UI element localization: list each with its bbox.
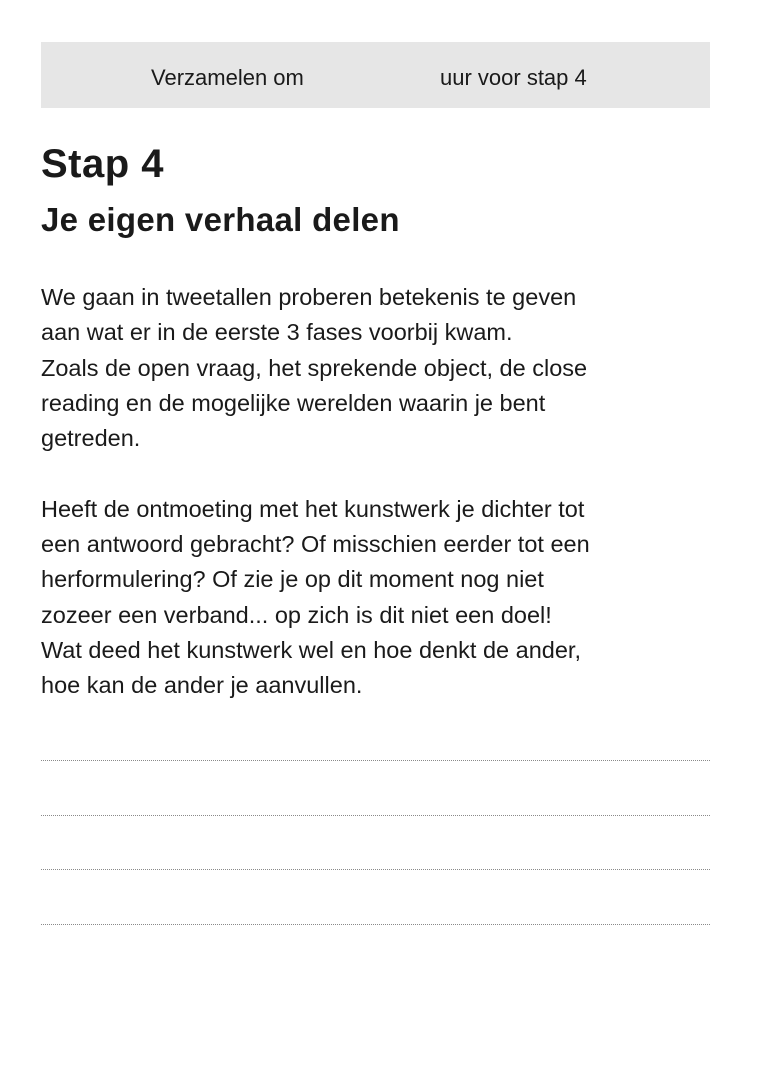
writing-line-3[interactable] (41, 869, 710, 870)
text-line: Heeft de ontmoeting met het kunstwerk je dichter tot (41, 495, 585, 522)
text-line: zozeer een verband... op zich is dit niet een doel! (41, 601, 552, 628)
text-line: herformulering? Of zie je op dit moment nog niet (41, 566, 544, 593)
writing-line-1[interactable] (41, 760, 710, 761)
text-line: reading en de mogelijke werelden waarin je bent (41, 389, 546, 416)
writing-line-4[interactable] (41, 924, 710, 925)
text-line: hoe kan de ander je aanvullen. (41, 672, 363, 699)
instructions-text (41, 280, 731, 704)
banner-hour-label: uur voor stap 4 (440, 65, 587, 90)
banner-gather-label: Verzamelen om (151, 65, 304, 90)
text-line: een antwoord gebracht? Of misschien eerder tot een (41, 531, 590, 558)
paragraph-spacer (41, 456, 731, 491)
text-line: aan wat er in de eerste 3 fases voorbij kwam. (41, 319, 513, 346)
text-line: getreden. (41, 425, 141, 452)
writing-line-2[interactable] (41, 815, 710, 816)
text-line: We gaan in tweetallen proberen betekenis te geven (41, 284, 577, 310)
text-line: Wat deed het kunstwerk wel en hoe denkt de ander, (41, 636, 581, 663)
page-title: Stap 4 (41, 142, 165, 186)
page-subtitle: Je eigen verhaal delen (41, 201, 400, 238)
text-line: Zoals de open vraag, het sprekende object, de close (41, 354, 588, 381)
gathering-time-banner (41, 42, 710, 108)
